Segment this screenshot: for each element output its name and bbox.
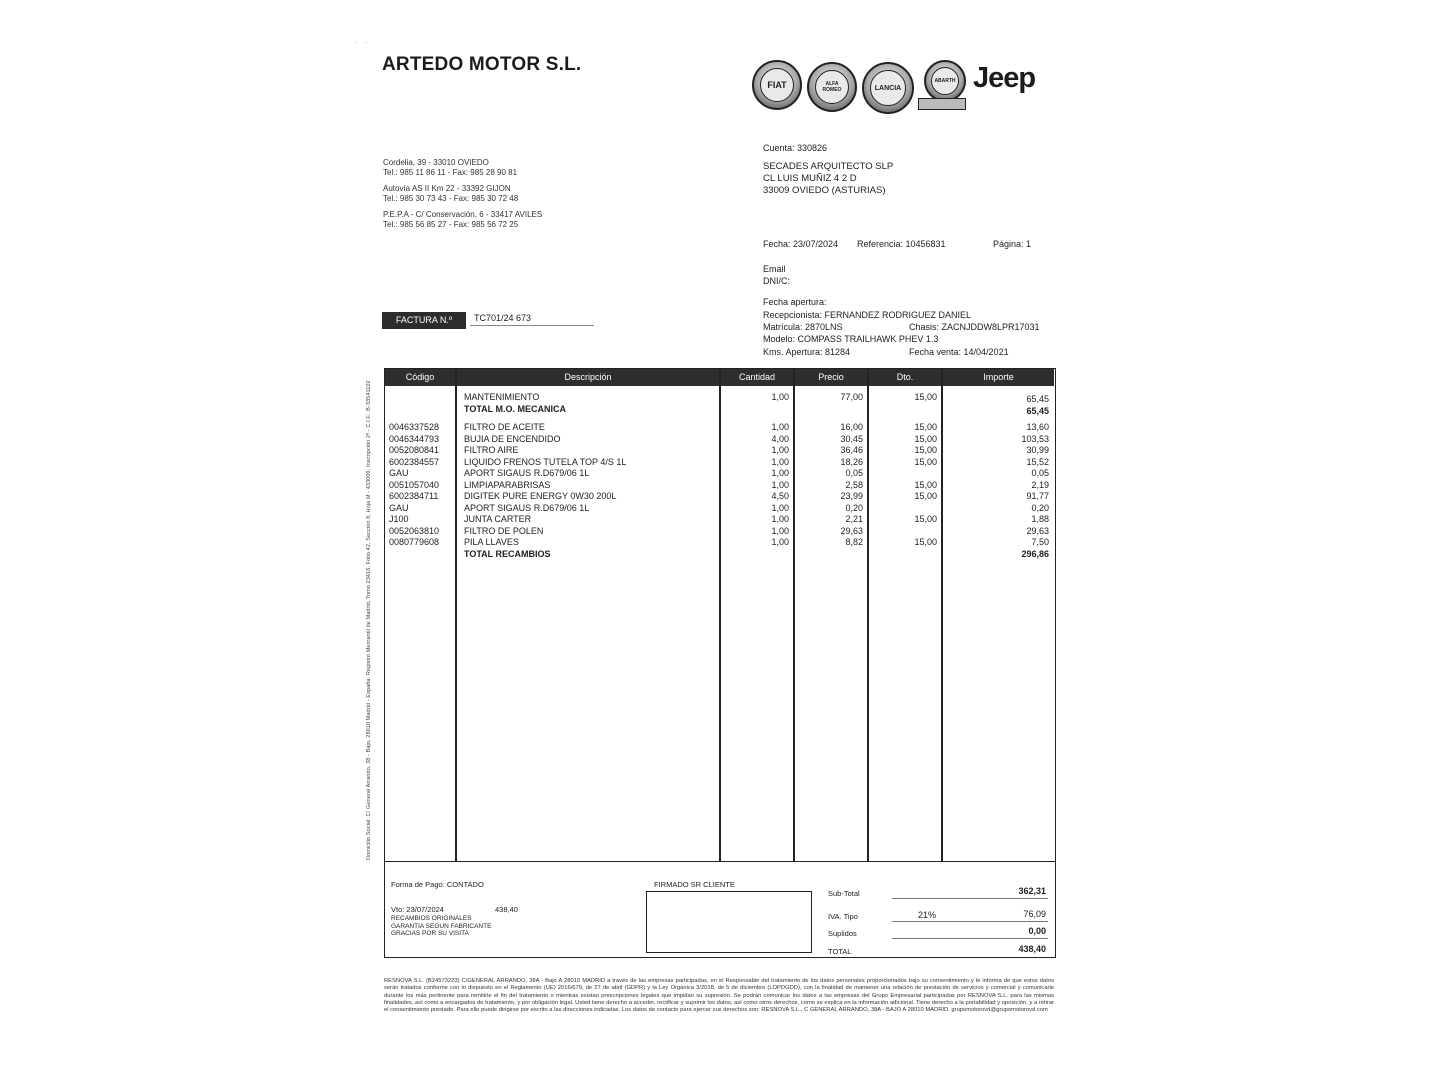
- opening-date: Fecha apertura:: [763, 297, 827, 307]
- row-description: PILA LLAVES: [464, 537, 519, 547]
- customer-street: CL LUIS MUÑIZ 4 2 D: [763, 173, 857, 184]
- customer-email: Email: [763, 264, 786, 274]
- row-amount: 91,77: [1026, 491, 1049, 501]
- row-discount: 15,00: [914, 537, 937, 547]
- iva-rate: 21%: [918, 910, 937, 920]
- row-price: 30,45: [840, 433, 863, 444]
- customer-name: SECADES ARQUITECTO SLP: [763, 161, 894, 172]
- branch-phone: Tel.: 985 30 73 43 - Fax: 985 30 72 48: [383, 194, 519, 203]
- row-description: LIMPIAPARABRISAS: [464, 479, 551, 490]
- row-code: 0080779608: [389, 537, 440, 547]
- parts-total-label: TOTAL RECAMBIOS: [464, 548, 551, 559]
- row-qty: 1,00: [771, 456, 789, 467]
- note-original-parts: RECAMBIOS ORIGINALES: [391, 915, 472, 922]
- row-code: J100: [389, 514, 409, 524]
- row-qty: 1,00: [771, 502, 789, 513]
- row-code: GAU: [389, 468, 409, 478]
- table-row: [385, 502, 1055, 514]
- row-price: 0,05: [845, 468, 863, 478]
- subtotal-line: [892, 898, 1048, 899]
- fiat-logo-icon: [752, 60, 802, 110]
- row-price: 77,00: [840, 392, 863, 402]
- invoice-page: Página: 1: [993, 239, 1032, 249]
- row-price: 16,00: [840, 422, 863, 432]
- row-discount: 15,00: [914, 445, 937, 455]
- footer-notes: [391, 915, 491, 938]
- table-row: [385, 490, 1055, 502]
- row-qty: 1,00: [771, 445, 789, 455]
- branch-address: Cordelia, 39 - 33010 OVIEDO: [383, 158, 489, 167]
- invoice-number-underline: [470, 325, 594, 326]
- row-qty: 1,00: [771, 479, 789, 490]
- row-amount: 13,60: [1026, 422, 1049, 432]
- row-amount: 29,63: [1026, 525, 1049, 536]
- branch-aviles: [383, 210, 542, 230]
- abarth-tag-icon: [918, 98, 966, 110]
- row-discount: 15,00: [914, 433, 937, 444]
- row-code: 6002384557: [389, 456, 440, 467]
- total-label: TOTAL: [828, 947, 852, 956]
- legal-notice: RESNOVA S.L. (B24573223) C/GENERAL ARRANDO, 38A - Bajo A 28010 MADRID a través de las empresas participadas, en el Responsable del tratamiento de los datos personales proporcionados bajo su consentimiento y le informa de que estos datos serán tratados conforme con lo dispuesto en el Reglamento (UE) 2016/679, de 27 de abril (GDPR) y la Ley Orgánica 3/2018, de 5 de diciembre (LOPDGDD), con la finalidad de mantener una relación de prestación de servicios y comercial y comunicarle durante los más pertinente para remitirle el fin del tratamiento o mientras existan prescripciones legales que impidan su supresión. Se podrán comunicar los datos a las empresas del Grupo Empresarial participadas por RESNOVA S.L. para las mismas finalidades, así como a encargados de tratamiento, y por obligación legal. Usted tiene derecho a acceder, rectificar y suprimir los datos, así como otros derechos, como se explica en la información adicional. Tiene derecho a la portabilidad y oposición, y a retirar el consentimiento prestado. Para ello puede dirigirse por escrito a las direcciones indicadas. Los datos de contacto para ejercer sus derechos son: RESNOVA S.L., C GENERAL ARRANDO, 38A - BAJO A 28010 MADRID. grupomotorovd@grupomotorovd.com: [384, 978, 1054, 1014]
- row-amount: 30,99: [1026, 445, 1049, 455]
- row-discount: 15,00: [914, 392, 937, 402]
- due-amount: 438,40: [495, 905, 518, 914]
- header-description: Descripción: [457, 369, 719, 386]
- subtotal-label: Sub-Total: [828, 889, 860, 898]
- header-discount: Dto.: [869, 369, 941, 386]
- table-row: [385, 467, 1055, 479]
- customer-block: [763, 161, 893, 197]
- row-qty: 1,00: [771, 392, 789, 402]
- signature-label: FIRMADO SR CLIENTE: [654, 880, 735, 889]
- row-description: FILTRO AIRE: [464, 445, 519, 455]
- table-row: [385, 456, 1055, 468]
- row-amount: 0,05: [1031, 468, 1049, 478]
- alfa-romeo-logo-icon: [807, 62, 857, 112]
- table-row: [385, 513, 1055, 525]
- invoice-lines-table: [384, 368, 1056, 862]
- row-price: 18,26: [840, 456, 863, 467]
- table-row: [385, 536, 1055, 548]
- table-row: [385, 444, 1055, 456]
- row-qty: 1,00: [771, 525, 789, 536]
- iva-amount: 76,09: [1023, 909, 1046, 919]
- row-qty: 4,50: [771, 491, 789, 501]
- row-discount: 15,00: [914, 491, 937, 501]
- customer-account: Cuenta: 330826: [763, 143, 828, 153]
- header-price: Precio: [795, 369, 867, 386]
- table-row: [385, 525, 1055, 537]
- suplidos-label: Suplidos: [828, 929, 857, 938]
- fiat-logo-text: FIAT: [760, 68, 794, 102]
- row-description: BUJIA DE ENCENDIDO: [464, 433, 561, 444]
- jeep-logo: Jeep: [973, 62, 1036, 94]
- customer-city: 33009 OVIEDO (ASTURIAS): [763, 185, 886, 196]
- row-qty: 4,00: [771, 433, 789, 444]
- labour-total-label: TOTAL M.O. MECANICA: [464, 404, 566, 414]
- suplidos-value: 0,00: [1028, 926, 1046, 936]
- vehicle-model: Modelo: COMPASS TRAILHAWK PHEV 1.3: [763, 334, 939, 344]
- row-description: MANTENIMIENTO: [464, 392, 540, 402]
- row-code: 0052063810: [389, 525, 440, 536]
- header-code: Código: [385, 369, 455, 386]
- row-description: DIGITEK PURE ENERGY 0W30 200L: [464, 491, 617, 501]
- row-description: APORT SIGAUS R.D679/06 1L: [464, 502, 590, 513]
- row-code: GAU: [389, 502, 409, 513]
- parts-total-amount: 296,86: [1021, 548, 1049, 559]
- row-amount: 7,50: [1031, 537, 1049, 547]
- row-description: JUNTA CARTER: [464, 514, 532, 524]
- abarth-logo-text: ABARTH: [931, 67, 960, 96]
- labour-total-row: [385, 403, 1055, 415]
- receptionist: Recepcionista: FERNANDEZ RODRIGUEZ DANIEL: [763, 310, 972, 320]
- sale-date: Fecha venta: 14/04/2021: [909, 347, 1009, 357]
- row-amount: 65,45: [1026, 394, 1049, 404]
- row-code: 0052080841: [389, 445, 440, 455]
- alfa-romeo-logo-text: ALFA ROMEO: [815, 70, 849, 104]
- lancia-logo-text: LANCIA: [870, 70, 906, 106]
- abarth-logo-icon: [924, 60, 966, 102]
- table-row: [385, 479, 1055, 491]
- customer-dni: DNI/C:: [763, 276, 790, 286]
- row-amount: 0,20: [1031, 502, 1049, 513]
- registry-side-text: Domicilio Social: C/ General Arrando, 38 - Bajo, 28010 Madrid - España. Registro Mercantil de Madrid, Tomo 23416, Folio 42, Sección 8, Hoja M - 433009, Inscripción 2ª - C.I.F.: B-33541102: [366, 380, 372, 860]
- row-description: APORT SIGAUS R.D679/06 1L: [464, 468, 590, 478]
- row-code: 0046344793: [389, 433, 440, 444]
- iva-line: [892, 921, 1048, 922]
- row-qty: 1,00: [771, 537, 789, 547]
- row-price: 0,20: [845, 502, 863, 513]
- total-value: 438,40: [1018, 944, 1046, 954]
- vehicle-plate: Matrícula: 2870LNS: [763, 322, 843, 332]
- row-amount: 103,53: [1021, 433, 1049, 444]
- row-price: 8,82: [845, 537, 863, 547]
- suplidos-line: [892, 938, 1048, 939]
- company-name: ARTEDO MOTOR S.L.: [382, 54, 582, 75]
- row-amount: 2,19: [1031, 479, 1049, 490]
- row-price: 36,46: [840, 445, 863, 455]
- branch-address: P.E.P.A - C/ Conservación, 6 - 33417 AVILES: [383, 210, 543, 219]
- parts-total-row: [385, 548, 1055, 560]
- row-discount: 15,00: [914, 479, 937, 490]
- row-description: LIQUIDO FRENOS TUTELA TOP 4/S 1L: [464, 456, 627, 467]
- header-qty: Cantidad: [721, 369, 793, 386]
- row-qty: 1,00: [771, 514, 789, 524]
- invoice-number: TC701/24 673: [474, 313, 532, 323]
- row-amount: 1,88: [1031, 514, 1049, 524]
- header-amount: Importe: [943, 369, 1054, 386]
- scan-mark: · ·: [354, 38, 371, 47]
- row-price: 2,58: [845, 479, 863, 490]
- branch-gijon: [383, 184, 518, 204]
- lancia-logo-icon: [862, 62, 914, 114]
- branch-address: Autovía AS II Km 22 - 33392 GIJON: [383, 184, 511, 193]
- note-warranty: GARANTIA SEGUN FABRICANTE: [391, 922, 492, 930]
- row-description: FILTRO DE ACEITE: [464, 422, 545, 432]
- row-qty: 1,00: [771, 422, 789, 432]
- table-row: [385, 421, 1055, 433]
- invoice-number-label: FACTURA N.º: [382, 312, 466, 329]
- labour-total-amount: 65,45: [1026, 406, 1049, 416]
- row-amount: 15,52: [1026, 456, 1049, 467]
- row-price: 29,63: [840, 525, 863, 536]
- branch-phone: Tel.: 985 11 86 11 - Fax: 985 28 90 81: [383, 168, 518, 177]
- due-date: Vto: 23/07/2024: [391, 905, 444, 914]
- opening-km: Kms. Apertura: 81284: [763, 347, 851, 357]
- row-description: FILTRO DE POLEN: [464, 525, 544, 536]
- row-code: 0051057040: [389, 479, 440, 490]
- table-row: [385, 391, 1055, 403]
- branch-oviedo: [383, 158, 517, 178]
- iva-label: IVA. Tipo: [828, 912, 858, 921]
- note-thanks: GRACIAS POR SU VISITA: [391, 930, 469, 937]
- row-discount: 15,00: [914, 514, 937, 524]
- row-discount: 15,00: [914, 456, 937, 467]
- signature-box: [646, 891, 812, 953]
- branch-phone: Tel.: 985 56 85 27 - Fax: 985 56 72 25: [383, 220, 519, 229]
- row-code: 6002384711: [389, 491, 439, 501]
- payment-method: Forma de Pago: CONTADO: [391, 880, 484, 889]
- table-row: [385, 433, 1055, 445]
- row-qty: 1,00: [771, 468, 789, 478]
- invoice-date: Fecha: 23/07/2024: [763, 239, 839, 249]
- vehicle-chassis: Chasis: ZACNJDDW8LPR17031: [909, 322, 1040, 332]
- row-price: 2,21: [845, 514, 863, 524]
- row-discount: 15,00: [914, 422, 937, 432]
- subtotal-value: 362,31: [1018, 886, 1046, 896]
- invoice-reference: Referencia: 10456831: [857, 239, 946, 249]
- row-code: 0046337528: [389, 422, 440, 432]
- row-price: 23,99: [840, 491, 863, 501]
